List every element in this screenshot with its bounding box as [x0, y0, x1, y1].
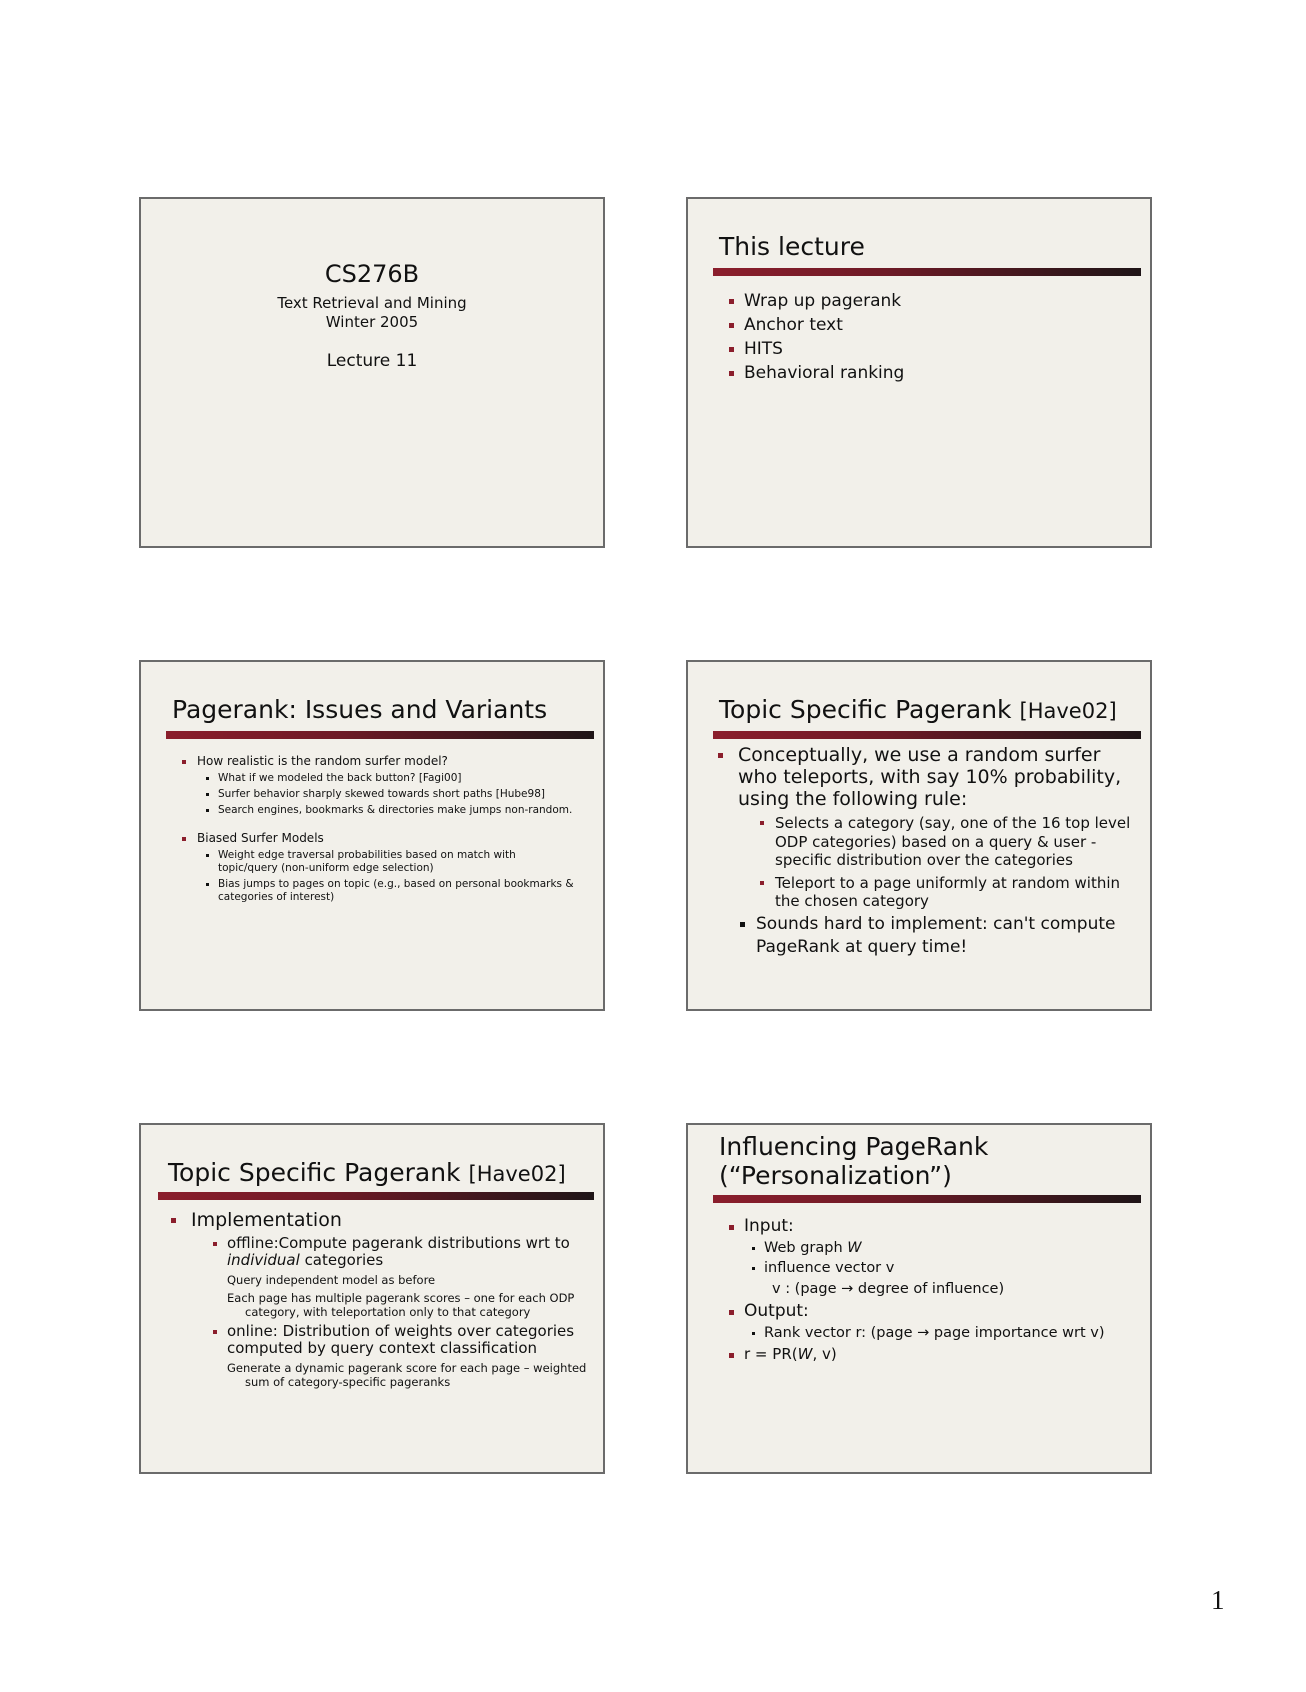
title-rule [158, 1192, 594, 1200]
list-item: Bias jumps to pages on topic (e.g., based on personal bookmarks & categories of interest) [218, 878, 577, 904]
slide-title [719, 695, 1130, 726]
title-line-1: Influencing PageRank [719, 1132, 989, 1161]
course-subtitle: Text Retrieval and Mining [277, 294, 467, 312]
spacer [197, 817, 577, 831]
list-note: Each page has multiple pagerank scores – one for each ODP category, with teleportation only to that category [227, 1291, 575, 1319]
title-rule [713, 1195, 1141, 1203]
list-item: Implementation [191, 1209, 591, 1231]
title-line-2: (“Personalization”) [719, 1161, 952, 1190]
slide-title [168, 1158, 583, 1189]
list-item: Behavioral ranking [744, 363, 905, 383]
list-item: online: Distribution of weights over categories computed by query context classification [227, 1323, 591, 1357]
slide-4-topic-specific-pagerank [686, 660, 1152, 1011]
page-number: 1 [1211, 1585, 1225, 1615]
list-item: How realistic is the random surfer model? [197, 754, 577, 769]
list-item: Conceptually, we use a random surfer who teleports, with say 10% probability, using the following rule: [738, 744, 1138, 810]
slide-6-influencing-pagerank [686, 1123, 1152, 1474]
slide-title [719, 1132, 988, 1190]
slide-title: This lecture [719, 232, 865, 261]
list-note: Generate a dynamic pagerank score for each page – weighted sum of category-specific pageranks [227, 1361, 587, 1389]
list-item: Rank vector r: (page → page importance wrt v) [764, 1323, 1124, 1343]
lecture-number: Lecture 11 [326, 351, 418, 371]
offline-text-end: categories [299, 1251, 384, 1269]
citation: [Have02] [1019, 699, 1117, 723]
title-rule [713, 268, 1141, 276]
title-text: Topic Specific Pagerank [719, 695, 1012, 724]
variable: W [847, 1240, 862, 1256]
slide-5-implementation [139, 1123, 605, 1474]
offline-text: offline:Compute pagerank distributions wrt to [227, 1234, 570, 1252]
list-item [764, 1238, 1124, 1258]
list-item: Teleport to a page uniformly at random within the chosen category [775, 874, 1138, 911]
list-item: HITS [744, 337, 904, 361]
course-term: Winter 2005 [325, 313, 419, 331]
slide-title: Pagerank: Issues and Variants [172, 695, 548, 724]
list-note: Query independent model as before [227, 1273, 436, 1287]
issues-list [197, 754, 577, 904]
list-item: influence vector v [764, 1258, 1124, 1278]
item-text: Web graph [764, 1240, 848, 1256]
list-item: Surfer behavior sharply skewed towards short paths [Hube98] [218, 788, 577, 801]
concept-list [738, 744, 1138, 959]
slide-2-this-lecture [686, 197, 1152, 548]
list-item: Wrap up pagerank [744, 289, 904, 313]
list-note: v : (page → degree of influence) [772, 1281, 1005, 1297]
slide-3-pagerank-issues [139, 660, 605, 1011]
list-item [227, 1235, 591, 1269]
list-item: Anchor text [744, 313, 904, 337]
course-title: CS276B [324, 260, 420, 288]
list-item: Sounds hard to implement: can't compute PageRank at query time! [756, 913, 1138, 959]
list-item [744, 1343, 1124, 1366]
list-item: Weight edge traversal probabilities based on match with topic/query (non-uniform edge selection) [218, 849, 577, 875]
variable: W [797, 1345, 813, 1363]
citation: [Have02] [468, 1162, 566, 1186]
implementation-list [191, 1209, 591, 1389]
slide-1-title [139, 197, 605, 548]
title-rule [166, 731, 594, 739]
list-item: Input: [744, 1215, 1124, 1238]
formula-text: r = PR( [744, 1345, 798, 1363]
list-item: Output: [744, 1300, 1124, 1323]
title-text: Topic Specific Pagerank [168, 1158, 461, 1187]
list-item: Selects a category (say, one of the 16 top level ODP categories) based on a query & user -specific distribution over the categories [775, 814, 1138, 870]
list-item: Search engines, bookmarks & directories make jumps non-random. [218, 804, 577, 817]
personalization-list [744, 1215, 1124, 1366]
list-item: Biased Surfer Models [197, 831, 577, 846]
formula-text-end: , v) [812, 1345, 837, 1363]
lecture-topics-list [744, 289, 904, 385]
emphasis: individual [227, 1251, 300, 1269]
list-item: What if we modeled the back button? [Fagi00] [218, 772, 577, 785]
title-rule [713, 731, 1141, 739]
